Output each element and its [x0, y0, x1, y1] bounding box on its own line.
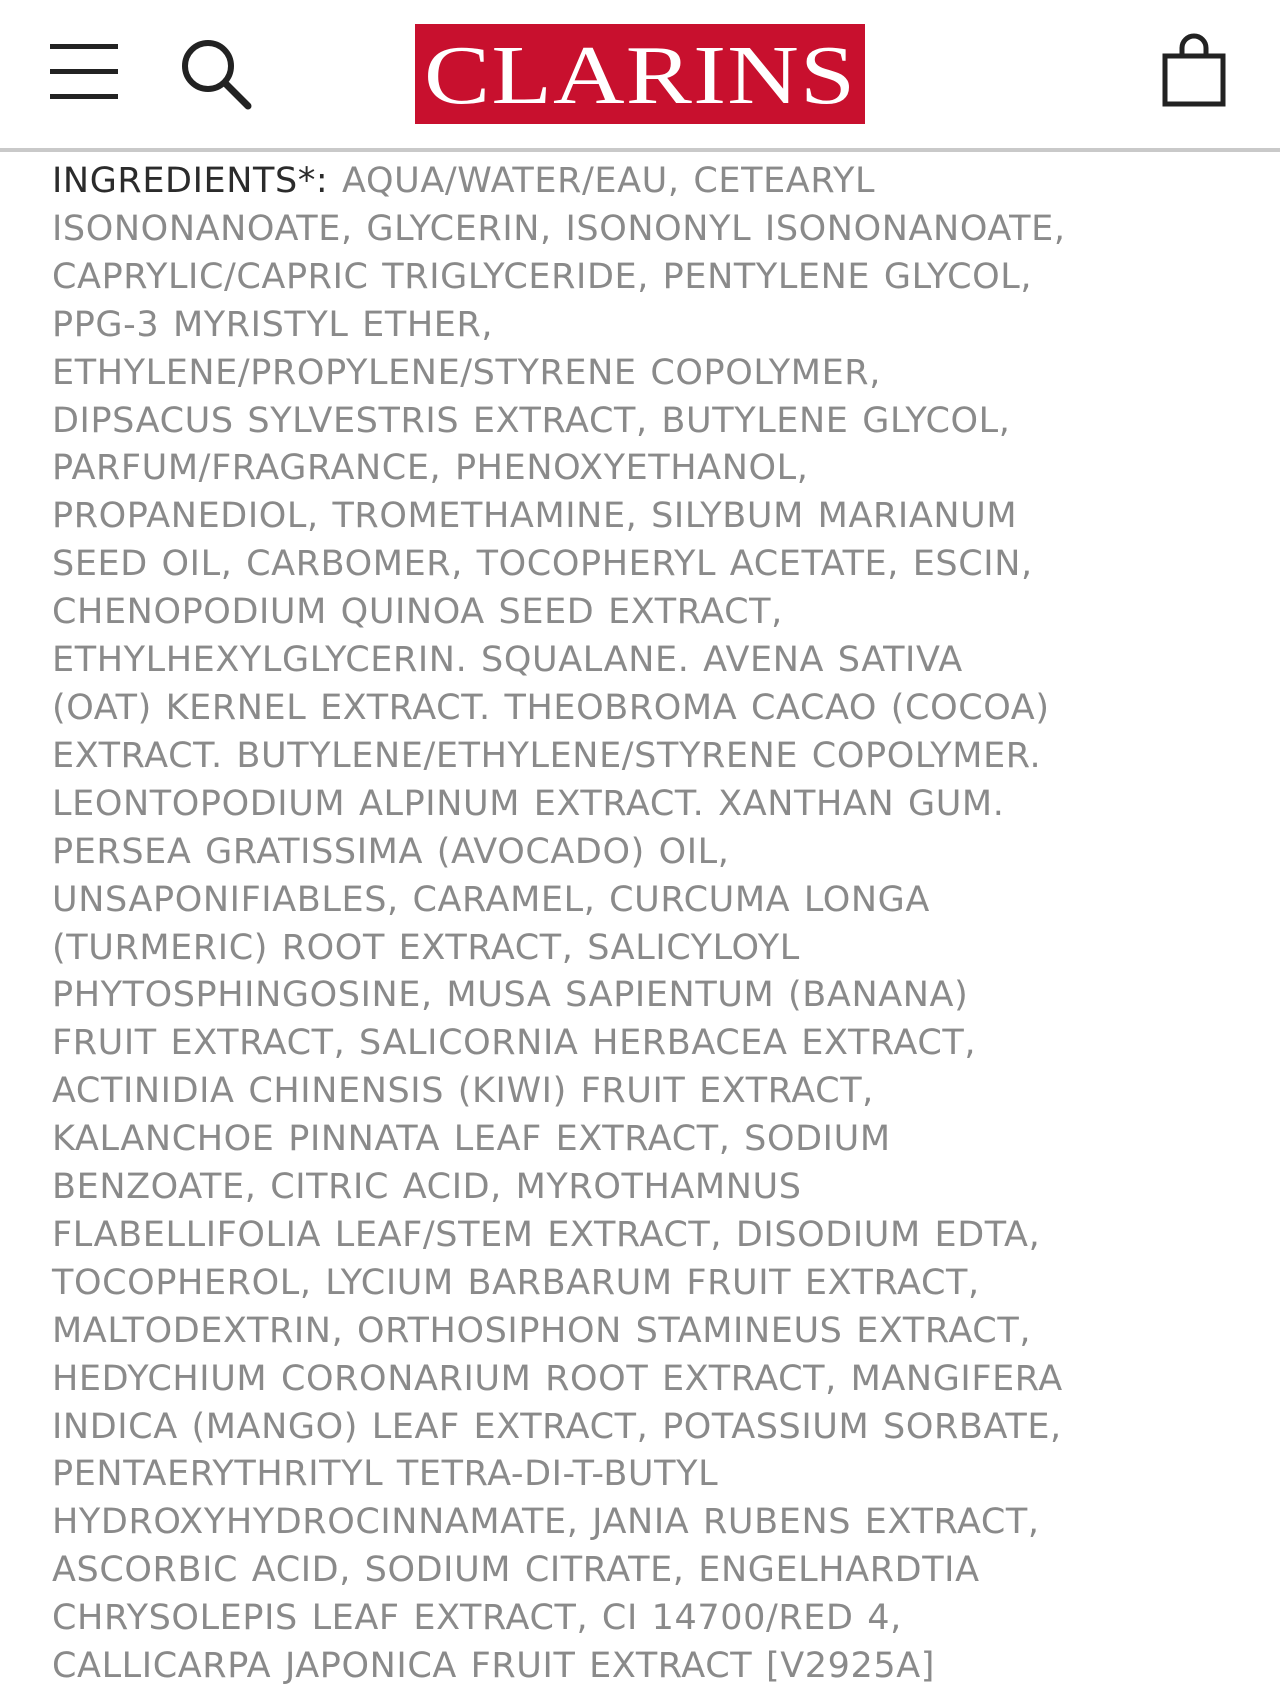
ingredients-line: ISONONANOATE, GLYCERIN, ISONONYL ISONONANOATE, — [52, 208, 1066, 249]
ingredients-line: PROPANEDIOL, TROMETHAMINE, SILYBUM MARIANUM — [52, 496, 1018, 537]
ingredients-line: FLABELLIFOLIA LEAF/STEM EXTRACT, DISODIUM EDTA, — [52, 1214, 1041, 1255]
ingredients-line: DIPSACUS SYLVESTRIS EXTRACT, BUTYLENE GLYCOL, — [52, 400, 1011, 441]
ingredients-section — [52, 158, 1252, 1690]
ingredients-line: EXTRACT. BUTYLENE/ETHYLENE/STYRENE COPOLYMER. — [52, 735, 1042, 776]
clarins-logo[interactable] — [415, 24, 865, 124]
shopping-bag-button[interactable] — [1160, 32, 1230, 108]
ingredients-line: (TURMERIC) ROOT EXTRACT, SALICYLOYL — [52, 927, 800, 968]
ingredients-line: CAPRYLIC/CAPRIC TRIGLYCERIDE, PENTYLENE GLYCOL, — [52, 256, 1033, 297]
ingredients-line: HEDYCHIUM CORONARIUM ROOT EXTRACT, MANGIFERA — [52, 1358, 1063, 1399]
logo-text: CLARINS — [423, 29, 857, 122]
ingredients-line: (OAT) KERNEL EXTRACT. THEOBROMA CACAO (COCOA) — [52, 687, 1050, 728]
ingredients-line: LEONTOPODIUM ALPINUM EXTRACT. XANTHAN GUM. — [52, 783, 1005, 824]
ingredients-line: MALTODEXTRIN, ORTHOSIPHON STAMINEUS EXTRACT, — [52, 1310, 1032, 1351]
ingredients-line: PPG-3 MYRISTYL ETHER, — [52, 304, 494, 345]
hamburger-menu-icon — [50, 38, 122, 108]
ingredients-line: CHENOPODIUM QUINOA SEED EXTRACT, — [52, 592, 783, 633]
ingredients-line: UNSAPONIFIABLES, CARAMEL, CURCUMA LONGA — [52, 879, 930, 920]
ingredients-line: KALANCHOE PINNATA LEAF EXTRACT, SODIUM — [52, 1119, 891, 1160]
ingredients-line: PHYTOSPHINGOSINE, MUSA SAPIENTUM (BANANA) — [52, 975, 969, 1016]
ingredients-line: TOCOPHEROL, LYCIUM BARBARUM FRUIT EXTRACT, — [52, 1262, 980, 1303]
ingredients-line: FRUIT EXTRACT, SALICORNIA HERBACEA EXTRACT, — [52, 1023, 977, 1064]
ingredients-line: BENZOATE, CITRIC ACID, MYROTHAMNUS — [52, 1167, 802, 1208]
ingredients-line: PENTAERYTHRITYL TETRA-DI-T-BUTYL — [52, 1454, 719, 1495]
ingredients-line: CHRYSOLEPIS LEAF EXTRACT, CI 14700/RED 4, — [52, 1598, 902, 1639]
ingredients-line: ASCORBIC ACID, SODIUM CITRATE, ENGELHARDTIA — [52, 1550, 980, 1591]
ingredients-label: INGREDIENTS*: — [52, 161, 329, 201]
menu-button[interactable] — [50, 38, 122, 108]
ingredients-line: ETHYLHEXYLGLYCERIN. SQUALANE. AVENA SATIVA — [52, 640, 963, 681]
ingredients-line: PARFUM/FRAGRANCE, PHENOXYETHANOL, — [52, 448, 809, 489]
site-header — [0, 0, 1280, 152]
ingredients-line: SEED OIL, CARBOMER, TOCOPHERYL ACETATE, ESCIN, — [52, 544, 1033, 585]
ingredients-line: PERSEA GRATISSIMA (AVOCADO) OIL, — [52, 831, 730, 872]
ingredients-line: CALLICARPA JAPONICA FRUIT EXTRACT [V2925A] — [52, 1646, 936, 1687]
ingredients-line: INDICA (MANGO) LEAF EXTRACT, POTASSIUM SORBATE, — [52, 1406, 1062, 1447]
search-icon — [176, 34, 256, 114]
ingredients-line: HYDROXYHYDROCINNAMATE, JANIA RUBENS EXTRACT, — [52, 1502, 1040, 1543]
shopping-bag-icon — [1160, 32, 1230, 108]
ingredients-line: ACTINIDIA CHINENSIS (KIWI) FRUIT EXTRACT, — [52, 1071, 874, 1112]
ingredients-line: ETHYLENE/PROPYLENE/STYRENE COPOLYMER, — [52, 352, 881, 393]
ingredients-line — [52, 158, 1252, 206]
search-button[interactable] — [176, 34, 256, 114]
ingredients-line-text: AQUA/WATER/EAU, CETEARYL — [328, 161, 876, 201]
ingredients-text — [52, 158, 1252, 1690]
